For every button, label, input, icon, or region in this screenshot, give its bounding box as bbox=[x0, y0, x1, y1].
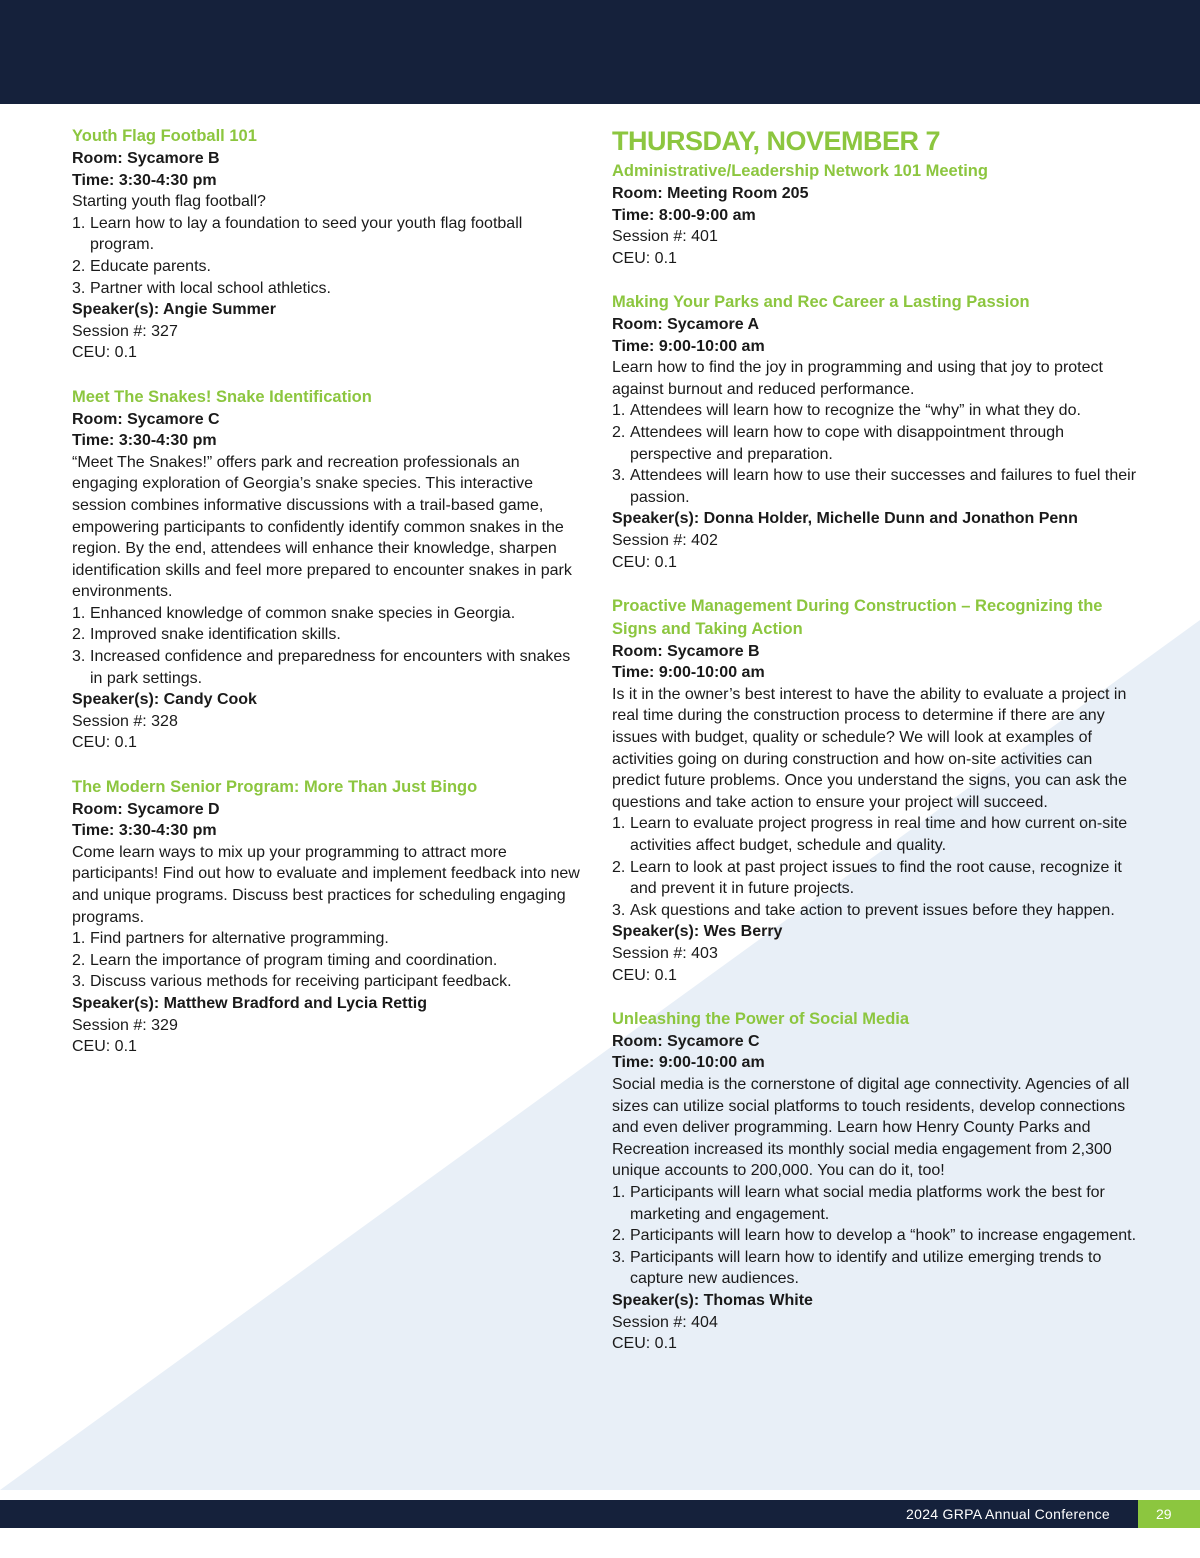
list-number: 3. bbox=[612, 1248, 626, 1266]
session-speakers: Speaker(s): Candy Cook bbox=[72, 691, 257, 709]
list-number: 2. bbox=[612, 858, 626, 876]
session-description: Learn how to find the joy in programming and using that joy to protect against burnout and reduced performance. bbox=[612, 359, 1103, 398]
session-block bbox=[72, 125, 582, 364]
list-item bbox=[72, 213, 582, 256]
list-item bbox=[612, 900, 1137, 922]
list-text: Educate parents. bbox=[90, 257, 211, 275]
list-number: 2. bbox=[72, 626, 86, 644]
list-text: Learn to look at past project issues to find the root cause, recognize it and prevent it in future projects. bbox=[630, 858, 1122, 898]
footer-band bbox=[0, 1500, 1200, 1528]
objectives-list bbox=[612, 400, 1137, 508]
list-number: 1. bbox=[72, 214, 86, 232]
session-block bbox=[612, 291, 1137, 573]
list-text: Learn to evaluate project progress in real time and how current on-site activities affect budget, schedule and quality. bbox=[630, 815, 1128, 855]
list-item bbox=[72, 950, 582, 972]
session-room: Room: Sycamore A bbox=[612, 315, 759, 333]
list-number: 3. bbox=[612, 901, 626, 919]
session-ceu: CEU: 0.1 bbox=[72, 1038, 137, 1056]
session-description: Social media is the cornerstone of digital age connectivity. Agencies of all sizes can utilize social platforms to touch residents, develop connections and even deliver programming. Learn how Henry County Parks and Recreation increased its monthly social media engagement from 2,300 unique accounts to 200,000. You can do it, too! bbox=[612, 1075, 1130, 1180]
objectives-list bbox=[612, 813, 1137, 921]
session-number: Session #: 402 bbox=[612, 531, 718, 549]
session-block bbox=[72, 776, 582, 1058]
session-title: Making Your Parks and Rec Career a Lasting Passion bbox=[612, 292, 1030, 311]
session-time: Time: 3:30-4:30 pm bbox=[72, 171, 217, 189]
right-column bbox=[612, 124, 1137, 1376]
session-room: Room: Sycamore D bbox=[72, 800, 220, 818]
session-title: Proactive Management During Construction – Recognizing the Signs and Taking Action bbox=[612, 596, 1103, 638]
list-text: Learn the importance of program timing and coordination. bbox=[90, 951, 498, 969]
list-item bbox=[612, 1247, 1137, 1290]
session-description: Starting youth flag football? bbox=[72, 193, 266, 211]
session-description: Come learn ways to mix up your programming to attract more participants! Find out how to evaluate and implement feedback into new and unique programs. Discuss best practices for scheduling engaging programs. bbox=[72, 843, 580, 926]
list-number: 1. bbox=[72, 930, 86, 948]
objectives-list bbox=[72, 213, 582, 299]
list-text: Partner with local school athletics. bbox=[90, 279, 331, 297]
session-title: The Modern Senior Program: More Than Just Bingo bbox=[72, 777, 478, 796]
footer-conference-name: 2024 GRPA Annual Conference bbox=[906, 1506, 1110, 1522]
list-text: Find partners for alternative programming. bbox=[90, 930, 389, 948]
list-item bbox=[72, 971, 582, 993]
list-item bbox=[72, 928, 582, 950]
session-time: Time: 8:00-9:00 am bbox=[612, 206, 756, 224]
list-item bbox=[72, 624, 582, 646]
session-block bbox=[72, 386, 582, 755]
list-text: Increased confidence and preparedness for encounters with snakes in park settings. bbox=[90, 648, 571, 687]
list-number: 1. bbox=[72, 604, 86, 622]
list-text: Attendees will learn how to use their successes and failures to fuel their passion. bbox=[630, 467, 1137, 506]
session-room: Room: Sycamore B bbox=[72, 150, 220, 167]
list-item bbox=[72, 256, 582, 278]
list-item bbox=[612, 465, 1137, 508]
list-item bbox=[612, 422, 1137, 465]
session-title: Meet The Snakes! Snake Identification bbox=[72, 387, 372, 406]
session-number: Session #: 327 bbox=[72, 322, 178, 340]
session-time: Time: 9:00-10:00 am bbox=[612, 337, 765, 355]
session-time: Time: 3:30-4:30 pm bbox=[72, 432, 217, 450]
session-time: Time: 3:30-4:30 pm bbox=[72, 822, 217, 840]
list-number: 1. bbox=[612, 402, 626, 420]
list-text: Participants will learn what social media platforms work the best for marketing and engagement. bbox=[630, 1183, 1105, 1223]
session-number: Session #: 401 bbox=[612, 228, 718, 246]
session-number: Session #: 328 bbox=[72, 712, 178, 730]
session-description: Is it in the owner’s best interest to have the ability to evaluate a project in real time during the construction process to determine if there are any issues with budget, quality or schedule? We will look at examples of activities going on during construction and how on-site activities can predict future problems. Once you understand the signs, you can ask the questions and take action to ensure your project will succeed. bbox=[612, 685, 1127, 811]
objectives-list bbox=[72, 928, 582, 993]
list-item bbox=[72, 646, 582, 689]
left-column bbox=[72, 125, 582, 1079]
session-block bbox=[612, 595, 1137, 987]
list-item bbox=[612, 1225, 1137, 1247]
session-room: Room: Sycamore C bbox=[72, 410, 220, 428]
list-text: Attendees will learn how to recognize the “why” in what they do. bbox=[630, 402, 1081, 420]
session-number: Session #: 329 bbox=[72, 1016, 178, 1034]
session-block bbox=[612, 1008, 1137, 1355]
session-title: Unleashing the Power of Social Media bbox=[612, 1009, 910, 1028]
session-ceu: CEU: 0.1 bbox=[612, 553, 677, 571]
list-text: Improved snake identification skills. bbox=[90, 626, 341, 644]
session-ceu: CEU: 0.1 bbox=[72, 344, 137, 362]
session-number: Session #: 403 bbox=[612, 945, 718, 962]
list-text: Discuss various methods for receiving participant feedback. bbox=[90, 973, 512, 991]
day-heading: THURSDAY, NOVEMBER 7 bbox=[612, 126, 941, 156]
list-number: 3. bbox=[612, 467, 626, 485]
objectives-list bbox=[612, 1182, 1137, 1290]
session-ceu: CEU: 0.1 bbox=[72, 734, 137, 752]
session-time: Time: 9:00-10:00 am bbox=[612, 1054, 765, 1072]
list-number: 3. bbox=[72, 973, 86, 991]
session-speakers: Speaker(s): Angie Summer bbox=[72, 301, 276, 319]
session-speakers: Speaker(s): Donna Holder, Michelle Dunn and Jonathon Penn bbox=[612, 510, 1078, 528]
list-item bbox=[612, 813, 1137, 856]
list-item bbox=[72, 278, 582, 300]
list-number: 2. bbox=[612, 1227, 626, 1245]
list-number: 1. bbox=[612, 1183, 626, 1201]
session-ceu: CEU: 0.1 bbox=[612, 1335, 677, 1353]
list-item bbox=[612, 1182, 1137, 1225]
list-number: 1. bbox=[612, 815, 626, 833]
list-number: 2. bbox=[72, 951, 86, 969]
objectives-list bbox=[72, 603, 582, 689]
list-text: Ask questions and take action to prevent issues before they happen. bbox=[630, 901, 1115, 919]
session-room: Room: Sycamore C bbox=[612, 1032, 760, 1050]
list-number: 3. bbox=[72, 279, 86, 297]
session-title: Youth Flag Football 101 bbox=[72, 127, 257, 145]
session-speakers: Speaker(s): Thomas White bbox=[612, 1291, 813, 1309]
page-number: 29 bbox=[1138, 1500, 1200, 1528]
session-number: Session #: 404 bbox=[612, 1313, 718, 1331]
session-description: “Meet The Snakes!” offers park and recreation professionals an engaging exploration of Georgia’s snake species. This interactive session combines informative discussions with a trail-based game, empowering participants to confidently identify common snakes in the region. By the end, attendees will enhance their knowledge, sharpen identification skills and feel more prepared to encounter snakes in park environments. bbox=[72, 453, 572, 601]
session-title: Administrative/Leadership Network 101 Meeting bbox=[612, 162, 988, 180]
list-text: Enhanced knowledge of common snake species in Georgia. bbox=[90, 604, 516, 622]
list-item bbox=[612, 400, 1137, 422]
session-ceu: CEU: 0.1 bbox=[612, 249, 677, 267]
session-room: Room: Sycamore B bbox=[612, 642, 760, 660]
list-number: 2. bbox=[72, 257, 86, 275]
session-speakers: Speaker(s): Wes Berry bbox=[612, 923, 783, 941]
list-text: Participants will learn how to develop a “hook” to increase engagement. bbox=[630, 1227, 1137, 1245]
session-room: Room: Meeting Room 205 bbox=[612, 185, 809, 202]
session-block bbox=[612, 160, 1137, 269]
header-band bbox=[0, 0, 1200, 104]
list-text: Attendees will learn how to cope with disappointment through perspective and preparation. bbox=[630, 423, 1065, 463]
list-text: Participants will learn how to identify and utilize emerging trends to capture new audiences. bbox=[630, 1248, 1102, 1288]
session-time: Time: 9:00-10:00 am bbox=[612, 664, 765, 682]
list-number: 2. bbox=[612, 423, 626, 441]
session-speakers: Speaker(s): Matthew Bradford and Lycia Rettig bbox=[72, 994, 428, 1012]
list-number: 3. bbox=[72, 648, 86, 666]
list-item bbox=[72, 603, 582, 625]
session-ceu: CEU: 0.1 bbox=[612, 966, 677, 984]
list-text: Learn how to lay a foundation to seed your youth flag football program. bbox=[90, 214, 523, 254]
list-item bbox=[612, 857, 1137, 900]
